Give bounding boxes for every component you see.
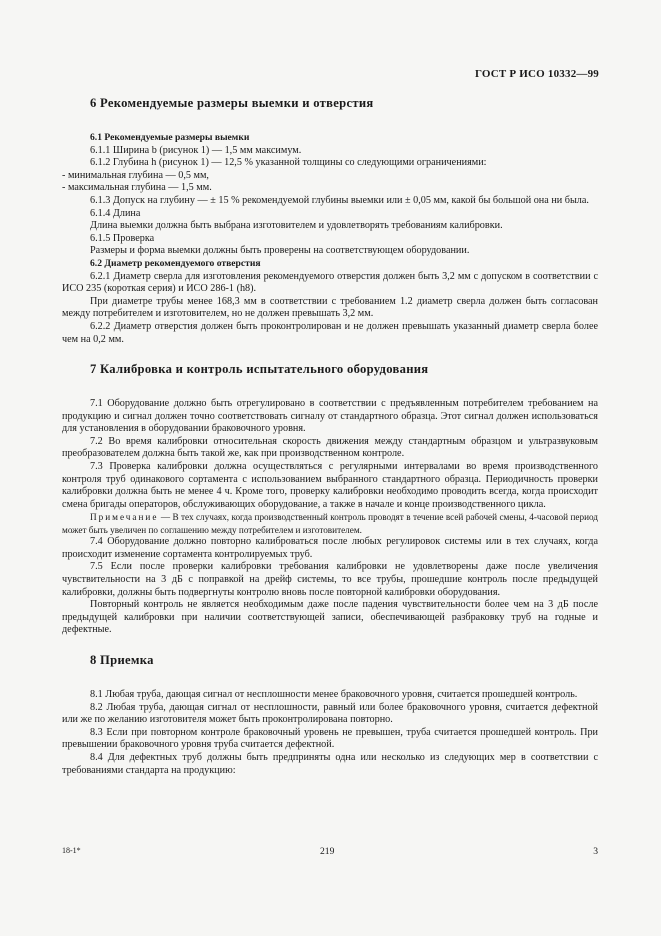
section-8-heading: 8 Приемка [90,653,154,667]
note-text: — В тех случаях, когда производственный контроль проводят в течение всей рабочей смены, 4-часовой период может быть увеличен по соглашению между потребителем и изготовителем. [62,512,598,535]
note-label: Примечание [90,512,159,523]
para-6-1-3: 6.1.3 Допуск на глубину — ± 15 % рекомендуемой глубины выемки или ± 0,05 мм, какой бы большой она ни была. [90,194,589,206]
subsection-6-1-heading: 6.1 Рекомендуемые размеры выемки [90,132,250,143]
page-number-global: 219 [320,846,335,857]
para-7-1: 7.1 Оборудование должно быть отрегулировано в соответствии с предъявленным потребителем требованием на продукцию и сигнал должен точно соответствовать сигналу от стандартного образца. Этот сигнал должен использоваться для установления в оборудовании браковочного уровня. [62,398,598,435]
print-mark: 18-1* [62,846,81,855]
para-7-5: 7.5 Если после проверки калибровки требования калибровки не удовлетворены даже после увеличения чувствительности на 3 дБ с поправкой на дрейф системы, то все трубы, прошедшие контроль после предыдущей калибровки, должны быть подвергнуты контролю вновь после повторной калибровки оборудования. [62,561,598,598]
para-6-1-5: 6.1.5 Проверка [90,232,155,244]
section-7-heading: 7 Калибровка и контроль испытательного оборудования [90,362,429,377]
para-6-2-1-b: При диаметре трубы менее 168,3 мм в соответствии с требованием 1.2 диаметр сверла должен быть согласован между потребителем и изготовителем, но не должен превышать 3,2 мм. [62,295,598,320]
para-7-3: 7.3 Проверка калибровки должна осуществляться с регулярными интервалами во время производственного контроля труб одинакового сортамента с использованием выбранного стандартного образца. Периодичность проверки калибровки должна быть не менее 4 ч. Кроме того, проверку калибровки необходимо проводить всегда, когда происходит смена бригады операторов, обслуживающих оборудование, а также в начале и конце производственного цикла. [62,461,598,510]
page-content [62,96,598,777]
standard-header: ГОСТ Р ИСО 10332—99 [474,68,599,80]
page-number-local: 3 [593,846,598,857]
para-7-4: 7.4 Оборудование должно повторно калиброваться после любых регулировок системы или в тех случаях, когда происходит изменение сортамента контролируемых труб. [62,536,598,560]
subsection-6-2-heading: 6.2 Диаметр рекомендуемого отверстия [90,257,261,269]
para-6-1-4: 6.1.4 Длина [90,207,141,219]
page-footer [62,846,598,860]
para-7-5-b: Повторный контроль не является необходимым даже после падения чувствительности более чем на 3 дБ после предыдущей калибровки при наличии соответствующей записи, обеспечивающей разбраковку труб на годные и дефектные. [62,599,598,636]
para-6-1-2: 6.1.2 Глубина h (рисунок 1) — 12,5 % указанной толщины со следующими ограничениями: [90,157,487,169]
note [62,511,598,536]
section-6-heading: 6 Рекомендуемые размеры выемки и отверстия [90,96,374,110]
para-6-1-4-text: Длина выемки должна быть выбрана изготовителем и удовлетворять требованиям калибровки. [90,220,503,232]
para-6-2-1: 6.2.1 Диаметр сверла для изготовления рекомендуемого отверстия должен быть 3,2 мм с допуском в соответствии с ИСО 235 (короткая серия) и ИСО 286-1 (h8). [62,270,598,295]
para-6-2-2: 6.2.2 Диаметр отверстия должен быть проконтролирован и не должен превышать указанный диаметр сверла более чем на 0,2 мм. [62,320,598,345]
para-7-2: 7.2 Во время калибровки относительная скорость движения между стандартным образцом и ультразвуковым преобразователем должна быть такой же, как при производственном контроле. [62,435,598,460]
depth-limits-list [62,170,598,195]
list-item: - минимальная глубина — 0,5 мм, [62,169,209,181]
para-6-1-1: 6.1.1 Ширина b (рисунок 1) — 1,5 мм максимум. [90,144,302,156]
para-8-1: 8.1 Любая труба, дающая сигнал от несплошности менее браковочного уровня, считается прошедшей контроль. [90,689,578,700]
para-8-3: 8.3 Если при повторном контроле браковочный уровень не превышен, труба считается прошедшей контроль. При превышении браковочного уровня труба считается дефектной. [62,726,598,751]
para-8-4: 8.4 Для дефектных труб должны быть предприняты одна или несколько из следующих мер в соответствии с требованиями стандарта на продукцию: [62,751,598,776]
list-item: - максимальная глубина — 1,5 мм. [62,182,212,194]
para-8-2: 8.2 Любая труба, дающая сигнал от несплошности, равный или более браковочного уровня, считается дефектной или же по желанию изготовителя может быть проконтролирована повторно. [62,701,598,726]
para-6-1-5-text: Размеры и форма выемки должны быть проверены на соответствующем оборудовании. [90,245,470,257]
